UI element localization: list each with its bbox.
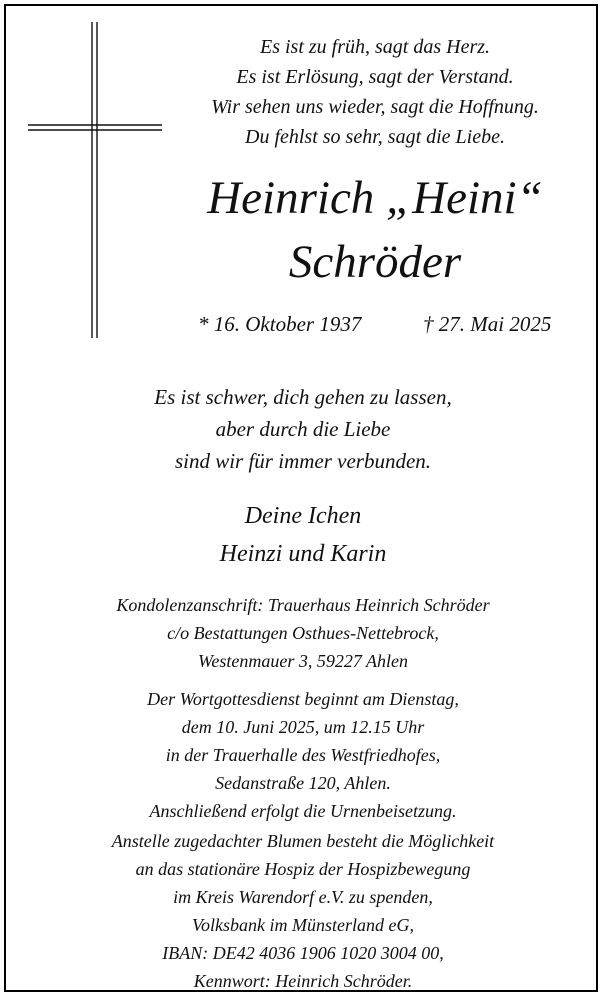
- donation-line: im Kreis Warendorf e.V. zu spenden,: [173, 887, 433, 907]
- condolence-line: Westenmauer 3, 59227 Ahlen: [198, 651, 408, 671]
- saying-line: aber durch die Liebe: [215, 417, 391, 441]
- deceased-surname: Schröder: [288, 236, 462, 288]
- birth-date: * 16. Oktober 1937: [198, 312, 362, 336]
- poem-line: Es ist zu früh, sagt das Herz.: [259, 36, 491, 58]
- donation-info: [0, 827, 606, 995]
- service-line: Der Wortgottesdienst beginnt am Dienstag,: [147, 689, 459, 709]
- funeral-service-info: [0, 685, 606, 825]
- service-line: Anschließend erfolgt die Urnenbeisetzung.: [149, 801, 457, 821]
- farewell-saying: [0, 381, 606, 477]
- donation-line: Volksbank im Münsterland eG,: [192, 915, 414, 935]
- poem-line: Du fehlst so sehr, sagt die Liebe.: [245, 126, 505, 148]
- donation-line: IBAN: DE42 4036 1906 1020 3004 00,: [162, 943, 444, 963]
- mourner-line: Heinzi und Karin: [219, 541, 387, 567]
- service-line: in der Trauerhalle des Westfriedhofes,: [165, 745, 441, 765]
- cross-icon: [28, 22, 162, 338]
- donation-line: Anstelle zugedachter Blumen besteht die Möglichkeit: [111, 831, 495, 851]
- donation-line: an das stationäre Hospiz der Hospizbewegung: [135, 859, 471, 879]
- donation-line: Kennwort: Heinrich Schröder.: [193, 971, 413, 991]
- death-date: † 27. Mai 2025: [423, 312, 552, 336]
- deceased-name: [160, 166, 590, 294]
- service-line: Sedanstraße 120, Ahlen.: [215, 773, 391, 793]
- service-line: dem 10. Juni 2025, um 12.15 Uhr: [181, 717, 425, 737]
- condolence-line: c/o Bestattungen Osthues-Nettebrock,: [167, 623, 439, 643]
- poem-line: Wir sehen uns wieder, sagt die Hoffnung.: [211, 96, 539, 118]
- condolence-line: Kondolenzanschrift: Trauerhaus Heinrich Schröder: [116, 595, 490, 615]
- mourner-line: Deine Ichen: [244, 503, 362, 529]
- poem: [180, 32, 570, 152]
- condolence-address: [0, 591, 606, 675]
- mourners: [0, 497, 606, 573]
- saying-line: Es ist schwer, dich gehen zu lassen,: [154, 385, 452, 409]
- poem-line: Es ist Erlösung, sagt der Verstand.: [236, 66, 514, 88]
- saying-line: sind wir für immer verbunden.: [174, 449, 432, 473]
- deceased-first-name: Heinrich „Heini“: [207, 172, 543, 224]
